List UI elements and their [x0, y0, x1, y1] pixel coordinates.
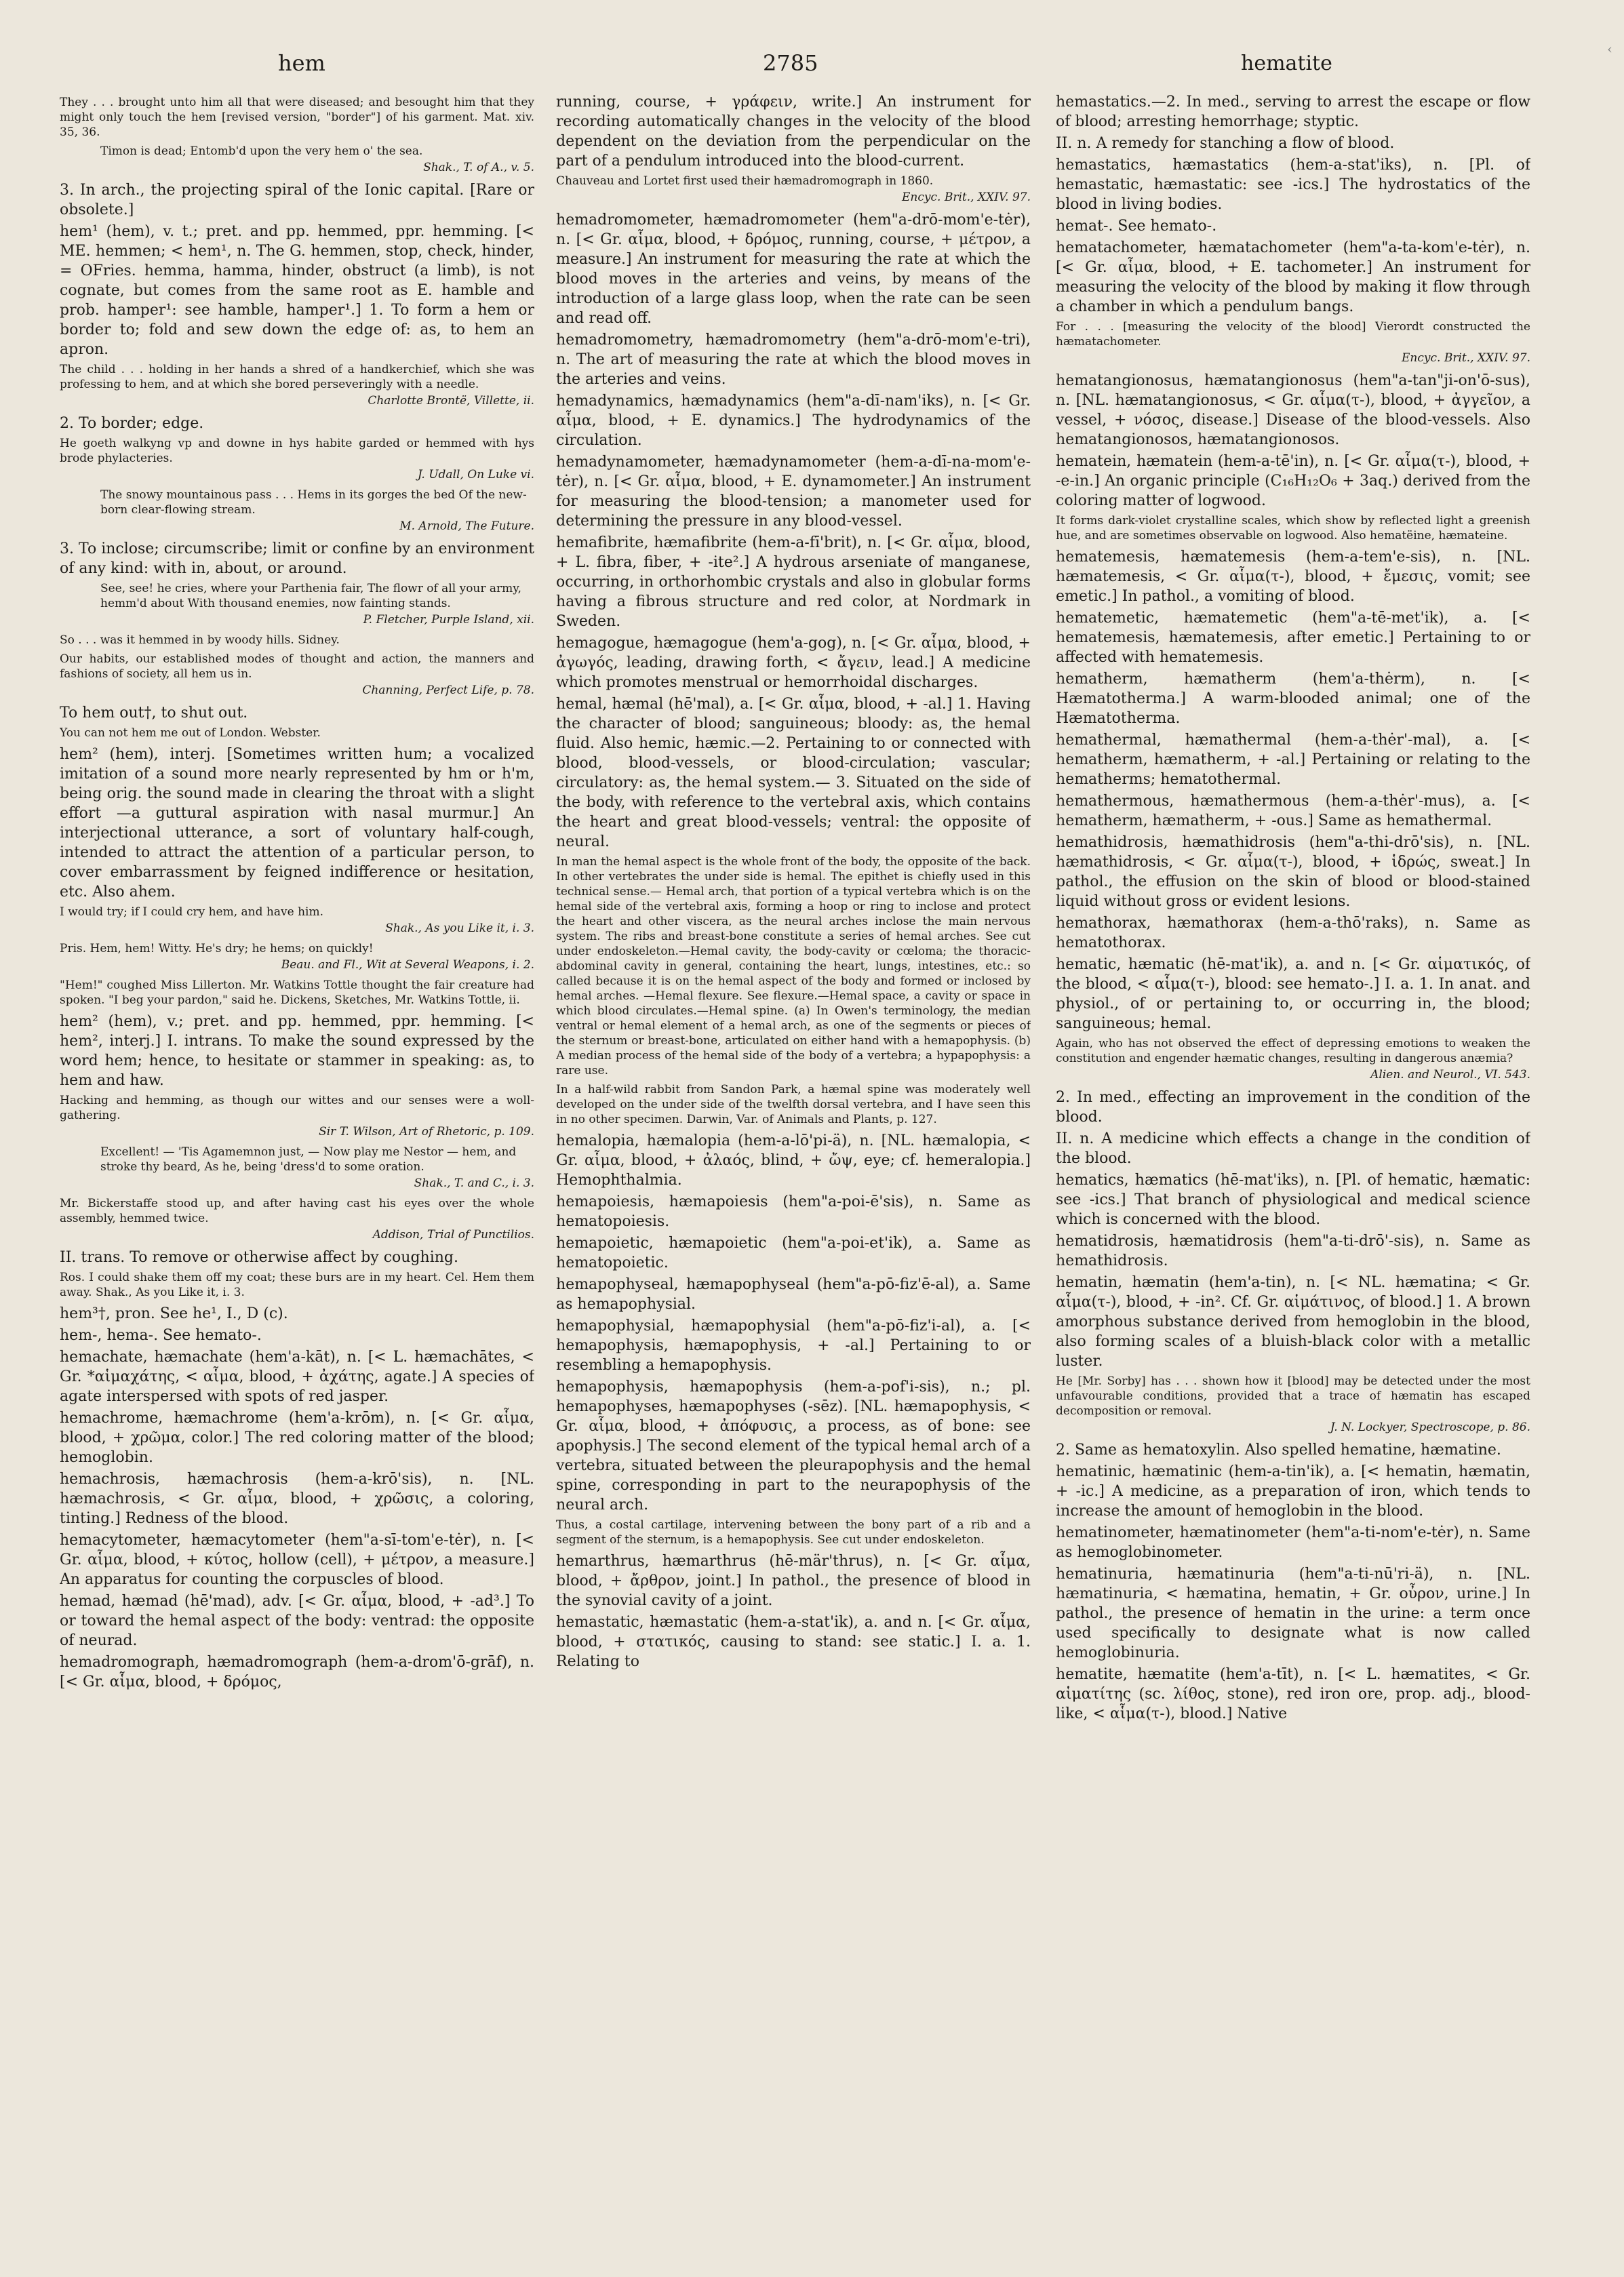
- dictionary-entry: hemadromometry, hæmadromometry (hem"a-drō-mom'e-tri), n. The art of measuring the rate at which the blood moves in the arteries and veins.: [556, 332, 1031, 388]
- citation: J. Udall, On Luke vi.: [417, 468, 534, 481]
- quotation: Excellent! — 'Tis Agamemnon just, — Now play me Nestor — hem, and stroke thy beard, As he, being 'dress'd to some oration.: [100, 1145, 517, 1174]
- dictionary-entry: hemadynamics, hæmadynamics (hem"a-dī-nam'iks), n. [< Gr. αἷμα, blood, + E. dynamics.] The hydrodynamics of the circulation.: [556, 393, 1031, 449]
- quotation: Hacking and hemming, as though our wittes and our senses were a woll-gathering.: [60, 1094, 534, 1122]
- dictionary-entry: hemapoiesis, hæmapoiesis (hem"a-poi-ē'sis), n. Same as hematopoiesis.: [556, 1193, 1031, 1230]
- dictionary-entry: hematinometer, hæmatinometer (hem"a-ti-nom'e-tėr), n. Same as hemoglobinometer.: [1056, 1524, 1530, 1561]
- quotation: He goeth walkyng vp and downe in hys habite garded or hemmed with hys brode phylacteries.: [60, 437, 534, 465]
- definition: hemastatics.—2. In med., serving to arrest the escape or flow of blood; arresting hemorrhage; styptic.: [1056, 94, 1530, 130]
- citation: M. Arnold, The Future.: [399, 519, 534, 533]
- dictionary-entry: hemacytometer, hæmacytometer (hem"a-sī-tom'e-tėr), n. [< Gr. αἷμα, blood, + κύτος, hollow (cell), + μέτρον, a measure.] An apparatus for counting the corpuscles of blood.: [60, 1532, 534, 1588]
- dictionary-entry: hemastatic, hæmastatic (hem-a-stat'ik), a. and n. [< Gr. αἷμα, blood, + στατικός, causing to stand: see static.] I. a. 1. Relating to: [556, 1614, 1031, 1670]
- definition: II. trans. To remove or otherwise affect by coughing.: [60, 1249, 458, 1266]
- citation: P. Fletcher, Purple Island, xii.: [363, 613, 534, 627]
- quotation: For . . . [measuring the velocity of the blood] Vierordt constructed the hæmatachometer.: [1056, 320, 1530, 349]
- citation: Shak., As you Like it, i. 3.: [385, 922, 534, 935]
- citation: Encyc. Brit., XXIV. 97.: [1402, 351, 1530, 365]
- quotation: In man the hemal aspect is the whole front of the body, the opposite of the back. In other vertebrates the under side is hemal. The epithet is chiefly used in this technical sense.— Hemal arch, that portion of a typical vertebra which is on the hemal side of the vertebral axis, forming a hoop or ring to inclose and protect the heart and other viscera, as the neural arches inclose the main nervous system. The ribs and breast-bone constitute a series of hemal arches. See cut under endoskeleton.—Hemal cavity, the body-cavity or cœloma; the thoracic-abdominal cavity in general, containing the heart, lungs, intestines, etc.: so called because it is on the hemal aspect of the body and formed or inclosed by hemal arches. —Hemal flexure. See flexure.—Hemal space, a cavity or space in which blood circulates.—Hemal spine. (a) In Owen's terminology, the median ventral or hemal element of a hemal arch, as one of the segments or pieces of the sternum or breast-bone, articulated on either hand with a hemapophysis. (b) A median process of the hemal side of the body of a vertebra; a hypapophysis: a rare use.: [556, 855, 1031, 1077]
- quotation: See, see! he cries, where your Parthenia fair, The flowr of all your army, hemm'd about With thousand enemies, now fainting stands.: [100, 582, 522, 610]
- dictionary-entry: hem-, hema-. See hemato-.: [60, 1327, 262, 1344]
- dictionary-entry: hemachate, hæmachate (hem'a-kāt), n. [< L. hæmachātes, < Gr. *αἱμαχάτης, < αἷμα, blood, + ἀχάτης, agate.] A species of agate interspersed with spots of red jasper.: [60, 1349, 534, 1405]
- column-right: [1056, 92, 1530, 2255]
- citation: Charlotte Brontë, Villette, ii.: [368, 394, 534, 408]
- citation: Channing, Perfect Life, p. 78.: [362, 684, 534, 697]
- citation: Sir T. Wilson, Art of Rhetoric, p. 109.: [319, 1125, 534, 1138]
- dictionary-entry: hematin, hæmatin (hem'a-tin), n. [< NL. hæmatina; < Gr. αἷμα(τ-), blood, + -in². Cf. Gr. αἱμάτινος, of blood.] 1. A brown amorphous substance derived from hemoglobin in the blood, also forming scales of a bluish-black color with a metallic luster.: [1056, 1274, 1530, 1370]
- dictionary-entry: hemachrosis, hæmachrosis (hem-a-krō'sis), n. [NL. hæmachrosis, < Gr. αἷμα, blood, + χρῶσις, a coloring, tinting.] Redness of the blood.: [60, 1471, 534, 1527]
- dictionary-entry: hemapoietic, hæmapoietic (hem"a-poi-et'ik), a. Same as hematopoietic.: [556, 1235, 1031, 1271]
- page-number: 2785: [763, 50, 818, 76]
- edge-mark: ‹: [1607, 41, 1612, 57]
- citation: J. N. Lockyer, Spectroscope, p. 86.: [1330, 1421, 1530, 1434]
- dictionary-entry: hem² (hem), v.; pret. and pp. hemmed, ppr. hemming. [< hem², interj.] I. intrans. To make the sound expressed by the word hem; hence, to hesitate or stammer in speaking: as, to hem and haw.: [60, 1013, 534, 1089]
- citation: Alien. and Neurol., VI. 543.: [1370, 1068, 1530, 1082]
- quotation: In a half-wild rabbit from Sandon Park, a hæmal spine was moderately well developed on the under side of the twelfth dorsal vertebra, and I have seen this in no other specimen. Darwin, Var. of Animals and Plants, p. 127.: [556, 1083, 1031, 1126]
- guide-word-right: hematite: [1241, 52, 1332, 75]
- definition: 3. In arch., the projecting spiral of the Ionic capital. [Rare or obsolete.]: [60, 182, 534, 218]
- dictionary-entry: hemachrome, hæmachrome (hem'a-krōm), n. [< Gr. αἷμα, blood, + χρῶμα, color.] The red coloring matter of the blood; hemoglobin.: [60, 1410, 534, 1466]
- quotation: Ros. I could shake them off my coat; these burs are in my heart. Cel. Hem them away. Shak., As you Like it, i. 3.: [60, 1271, 534, 1299]
- quotation: Our habits, our established modes of thought and action, the manners and fashions of society, all hem us in.: [60, 652, 534, 681]
- dictionary-entry: hemalopia, hæmalopia (hem-a-lō'pi-ä), n. [NL. hæmalopia, < Gr. αἷμα, blood, + ἀλαός, blind, + ὤψ, eye; cf. hemeralopia.] Hemophthalmia.: [556, 1132, 1031, 1189]
- dictionary-entry: hemal, hæmal (hē'mal), a. [< Gr. αἷμα, blood, + -al.] 1. Having the character of blood; sanguineous; bloody: as, the hemal fluid. Also hemic, hæmic.—2. Pertaining to or connected with blood, blood-vessels, or blood-circulation; vascular; circulatory: as, the hemal system.— 3. Situated on the side of the body, with reference to the vertebral axis, which contains the heart and great blood-vessels; ventral: the opposite of neural.: [556, 696, 1031, 850]
- dictionary-entry: hemat-. See hemato-.: [1056, 218, 1217, 235]
- dictionary-entry: hemad, hæmad (hē'mad), adv. [< Gr. αἷμα, blood, + -ad³.] To or toward the hemal aspect of the body: ventrad: the opposite of neurad.: [60, 1593, 534, 1649]
- quotation: Timon is dead; Entomb'd upon the very hem o' the sea.: [100, 144, 423, 158]
- running-header: [0, 43, 1624, 84]
- dictionary-entry: hemadromometer, hæmadromometer (hem"a-drō-mom'e-tėr), n. [< Gr. αἷμα, blood, + δρόμος, running, course, + μέτρον, a measure.] An instrument for measuring the rate at which the blood moves in the arteries and veins, by means of the introduction of a large glass loop, when the rate can be seen and read off.: [556, 212, 1031, 327]
- dictionary-entry: hemafibrite, hæmafibrite (hem-a-fī'brit), n. [< Gr. αἷμα, blood, + L. fibra, fiber, + -ite².] A hydrous arseniate of manganese, occurring, in orthorhombic crystals and also in globular forms having a fibrous structure and red color, at Nordmark in Sweden.: [556, 534, 1031, 630]
- dictionary-entry: hemapophysis, hæmapophysis (hem-a-pof'i-sis), n.; pl. hemapophyses, hæmapophyses (-sēz). [NL. hæmapophysis, < Gr. αἷμα, blood, + ἀπόφυσις, a process, as of bone: see apophysis.] The second element of the typical hemal arch of a vertebra, situated between the pleurapophysis and the hemal spine, corresponding in part to the neurapophysis of the neural arch.: [556, 1379, 1031, 1513]
- definition: II. n. A medicine which effects a change in the condition of the blood.: [1056, 1130, 1530, 1167]
- dictionary-entry: hematherm, hæmatherm (hem'a-thėrm), n. [< Hæmatotherma.] A warm-blooded animal; one of the Hæmatotherma.: [1056, 671, 1530, 727]
- definition: 3. To inclose; circumscribe; limit or confine by an environment of any kind: with in, about, or around.: [60, 540, 534, 577]
- dictionary-entry: hemarthrus, hæmarthrus (hē-mär'thrus), n. [< Gr. αἷμα, blood, + ἄρθρον, joint.] In pathol., the presence of blood in the synovial cavity of a joint.: [556, 1553, 1031, 1609]
- definition: 2. Same as hematoxylin. Also spelled hematine, hæmatine.: [1056, 1442, 1501, 1459]
- definition: To hem out†, to shut out.: [60, 705, 248, 721]
- quotation: The snowy mountainous pass . . . Hems in its gorges the bed Of the new-born clear-flowing stream.: [100, 488, 527, 517]
- dictionary-entry: hematidrosis, hæmatidrosis (hem"a-ti-drō'-sis), n. Same as hemathidrosis.: [1056, 1233, 1530, 1269]
- quotation: Chauveau and Lortet first used their hæmadromograph in 1860.: [556, 174, 934, 188]
- dictionary-entry: hemastatics, hæmastatics (hem-a-stat'iks), n. [Pl. of hemastatic, hæmastatic: see -ics.] The hydrostatics of the blood in living bodies.: [1056, 157, 1530, 213]
- quotation: So . . . was it hemmed in by woody hills. Sidney.: [60, 633, 340, 647]
- dictionary-entry: hematemesis, hæmatemesis (hem-a-tem'e-sis), n. [NL. hæmatemesis, < Gr. αἷμα(τ-), blood, + ἔμεσις, vomit; see emetic.] In pathol., a vomiting of blood.: [1056, 549, 1530, 605]
- quotation: Thus, a costal cartilage, intervening between the bony part of a rib and a segment of the sternum, is a hemapophysis. See cut under endoskeleton.: [556, 1518, 1031, 1547]
- definition: running, course, + γράφειν, write.] An instrument for recording automatically changes in the velocity of the blood dependent on the deviation from the perpendicular on the part of a pendulum introduced into the blood-current.: [556, 94, 1031, 170]
- quotation: "Hem!" coughed Miss Lillerton. Mr. Watkins Tottle thought the fair creature had spoken. "I beg your pardon," said he. Dickens, Sketches, Mr. Watkins Tottle, ii.: [60, 978, 534, 1007]
- dictionary-entry: hematangionosus, hæmatangionosus (hem"a-tan"ji-on'ō-sus), n. [NL. hæmatangionosus, < Gr. αἷμα(τ-), blood, + ἀγγεῖον, a vessel, + νόσος, disease.] Disease of the blood-vessels. Also hematangionosos, hæmatangionosos.: [1056, 372, 1530, 448]
- dictionary-entry: hematemetic, hæmatemetic (hem"a-tē-met'ik), a. [< hematemesis, hæmatemesis, after emetic.] Pertaining to or affected with hematemesis.: [1056, 610, 1530, 666]
- dictionary-entry: hemapophysial, hæmapophysial (hem"a-pō-fiz'i-al), a. [< hemapophysis, hæmapophysis, + -al.] Pertaining to or resembling a hemapophysis.: [556, 1318, 1031, 1374]
- quotation: Pris. Hem, hem! Witty. He's dry; he hems; on quickly!: [60, 942, 374, 955]
- dictionary-entry: hemathermous, hæmathermous (hem-a-thėr'-mus), a. [< hematherm, hæmatherm, + -ous.] Same as hemathermal.: [1056, 793, 1530, 829]
- quotation: You can not hem me out of London. Webster.: [60, 726, 321, 740]
- dictionary-entry: hemadromograph, hæmadromograph (hem-a-drom'ō-grāf), n. [< Gr. αἷμα, blood, + δρόμος,: [60, 1654, 534, 1690]
- quotation: He [Mr. Sorby] has . . . shown how it [blood] may be detected under the most unfavourable conditions, provided that a trace of hæmatin has escaped decomposition or removal.: [1056, 1374, 1530, 1418]
- column-left: [60, 92, 534, 2255]
- quotation: They . . . brought unto him all that were diseased; and besought him that they might only touch the hem [revised version, "border"] of his garment. Mat. xiv. 35, 36.: [60, 96, 534, 139]
- quotation: It forms dark-violet crystalline scales, which show by reflected light a greenish hue, and are sometimes observable on logwood. Also hematëine, hæmateine.: [1056, 514, 1530, 542]
- citation: Beau. and Fl., Wit at Several Weapons, i. 2.: [281, 958, 534, 972]
- dictionary-entry: hematic, hæmatic (hē-mat'ik), a. and n. [< Gr. αἱματικός, of the blood, < αἷμα(τ-), blood: see hemato-.] I. a. 1. In anat. and physiol., of or pertaining to, or occurring in, the blood; sanguineous; hemal.: [1056, 956, 1530, 1032]
- citation: Shak., T. of A., v. 5.: [423, 161, 534, 174]
- quotation: The child . . . holding in her hands a shred of a handkerchief, which she was professing to hem, and at which she bored perseveringly with a needle.: [60, 363, 534, 391]
- dictionary-entry: hematein, hæmatein (hem-a-tē'in), n. [< Gr. αἷμα(τ-), blood, + -e-in.] An organic principle (C₁₆H₁₂O₆ + 3aq.) derived from the coloring matter of logwood.: [1056, 453, 1530, 509]
- dictionary-entry: hem² (hem), interj. [Sometimes written hum; a vocalized imitation of a sound more nearly represented by hm or h'm, being orig. the sound made in clearing the throat with a slight effort —a guttural aspiration with nasal murmur.] An interjectional utterance, a sort of voluntary half-cough, intended to attract the attention of a particular person, to cover embarrassment by feigned indifference or hesitation, etc. Also ahem.: [60, 746, 534, 900]
- quotation: Again, who has not observed the effect of depressing emotions to weaken the constitution and engender hæmatic changes, resulting in dangerous anæmia?: [1056, 1037, 1530, 1065]
- dictionary-entry: hem¹ (hem), v. t.; pret. and pp. hemmed, ppr. hemming. [< ME. hemmen; < hem¹, n. The G. hemmen, stop, check, hinder, = OFries. hemma, hamma, hinder, obstruct (a limb), is not cognate, but comes from the same root as E. hamble and prob. hamper¹: see hamble, hamper¹.] 1. To form a hem or border to; fold and sew down the edge of: as, to hem an apron.: [60, 223, 534, 358]
- dictionary-entry: hemathermal, hæmathermal (hem-a-thėr'-mal), a. [< hematherm, hæmatherm, + -al.] Pertaining or relating to the hematherms; hematothermal.: [1056, 732, 1530, 788]
- guide-word-left: hem: [278, 50, 325, 76]
- dictionary-entry: hem³†, pron. See he¹, I., D (c).: [60, 1305, 288, 1322]
- dictionary-entry: hematics, hæmatics (hē-mat'iks), n. [Pl. of hematic, hæmatic: see -ics.] That branch of physiological and medical science which is concerned with the blood.: [1056, 1172, 1530, 1228]
- definition: II. n. A remedy for stanching a flow of blood.: [1056, 135, 1395, 152]
- citation: Encyc. Brit., XXIV. 97.: [902, 191, 1031, 204]
- dictionary-entry: hemadynamometer, hæmadynamometer (hem-a-dī-na-mom'e-tėr), n. [< Gr. αἷμα, blood, + E. dynamometer.] An instrument for measuring the blood-tension; a manometer used for determining the pressure in any blood-vessel.: [556, 454, 1031, 530]
- definition: 2. In med., effecting an improvement in the condition of the blood.: [1056, 1089, 1530, 1126]
- column-middle: [556, 92, 1031, 2255]
- quotation: I would try; if I could cry hem, and have him.: [60, 905, 323, 919]
- dictionary-entry: hemathorax, hæmathorax (hem-a-thō'raks), n. Same as hematothorax.: [1056, 915, 1530, 951]
- dictionary-entry: hematinuria, hæmatinuria (hem"a-ti-nū'ri-ä), n. [NL. hæmatinuria, < hæmatina, hematin, + Gr. οὖρον, urine.] In pathol., the presence of hematin in the urine: a term once used specifically to designate what is now called hemoglobinuria.: [1056, 1566, 1530, 1661]
- dictionary-entry: hemagogue, hæmagogue (hem'a-gog), n. [< Gr. αἷμα, blood, + ἀγωγός, leading, drawing forth, < ἄγειν, lead.] A medicine which promotes menstrual or hemorrhoidal discharges.: [556, 635, 1031, 691]
- dictionary-entry: hematite, hæmatite (hem'a-tīt), n. [< L. hæmatites, < Gr. αἱματίτης (sc. λίθος, stone), red iron ore, prop. adj., blood-like, < αἷμα(τ-), blood.] Native: [1056, 1666, 1530, 1722]
- quotation: Mr. Bickerstaffe stood up, and after having cast his eyes over the whole assembly, hemmed twice.: [60, 1197, 534, 1225]
- dictionary-entry: hematinic, hæmatinic (hem-a-tin'ik), a. [< hematin, hæmatin, + -ic.] A medicine, as a preparation of iron, which tends to increase the amount of hemoglobin in the blood.: [1056, 1463, 1530, 1520]
- dictionary-entry: hemathidrosis, hæmathidrosis (hem"a-thi-drō'sis), n. [NL. hæmathidrosis, < Gr. αἷμα(τ-), blood, + ἱδρώς, sweat.] In pathol., the effusion on the skin of blood or blood-stained liquid without gross or evident lesions.: [1056, 834, 1530, 910]
- citation: Addison, Trial of Punctilios.: [372, 1228, 534, 1242]
- dictionary-entry: hematachometer, hæmatachometer (hem"a-ta-kom'e-tėr), n. [< Gr. αἷμα, blood, + E. tachometer.] An instrument for measuring the velocity of the blood by making it flow through a chamber in which a pendulum bangs.: [1056, 239, 1530, 315]
- dictionary-entry: hemapophyseal, hæmapophyseal (hem"a-pō-fiz'ē-al), a. Same as hemapophysial.: [556, 1276, 1031, 1313]
- citation: Shak., T. and C., i. 3.: [414, 1176, 534, 1190]
- definition: 2. To border; edge.: [60, 415, 204, 432]
